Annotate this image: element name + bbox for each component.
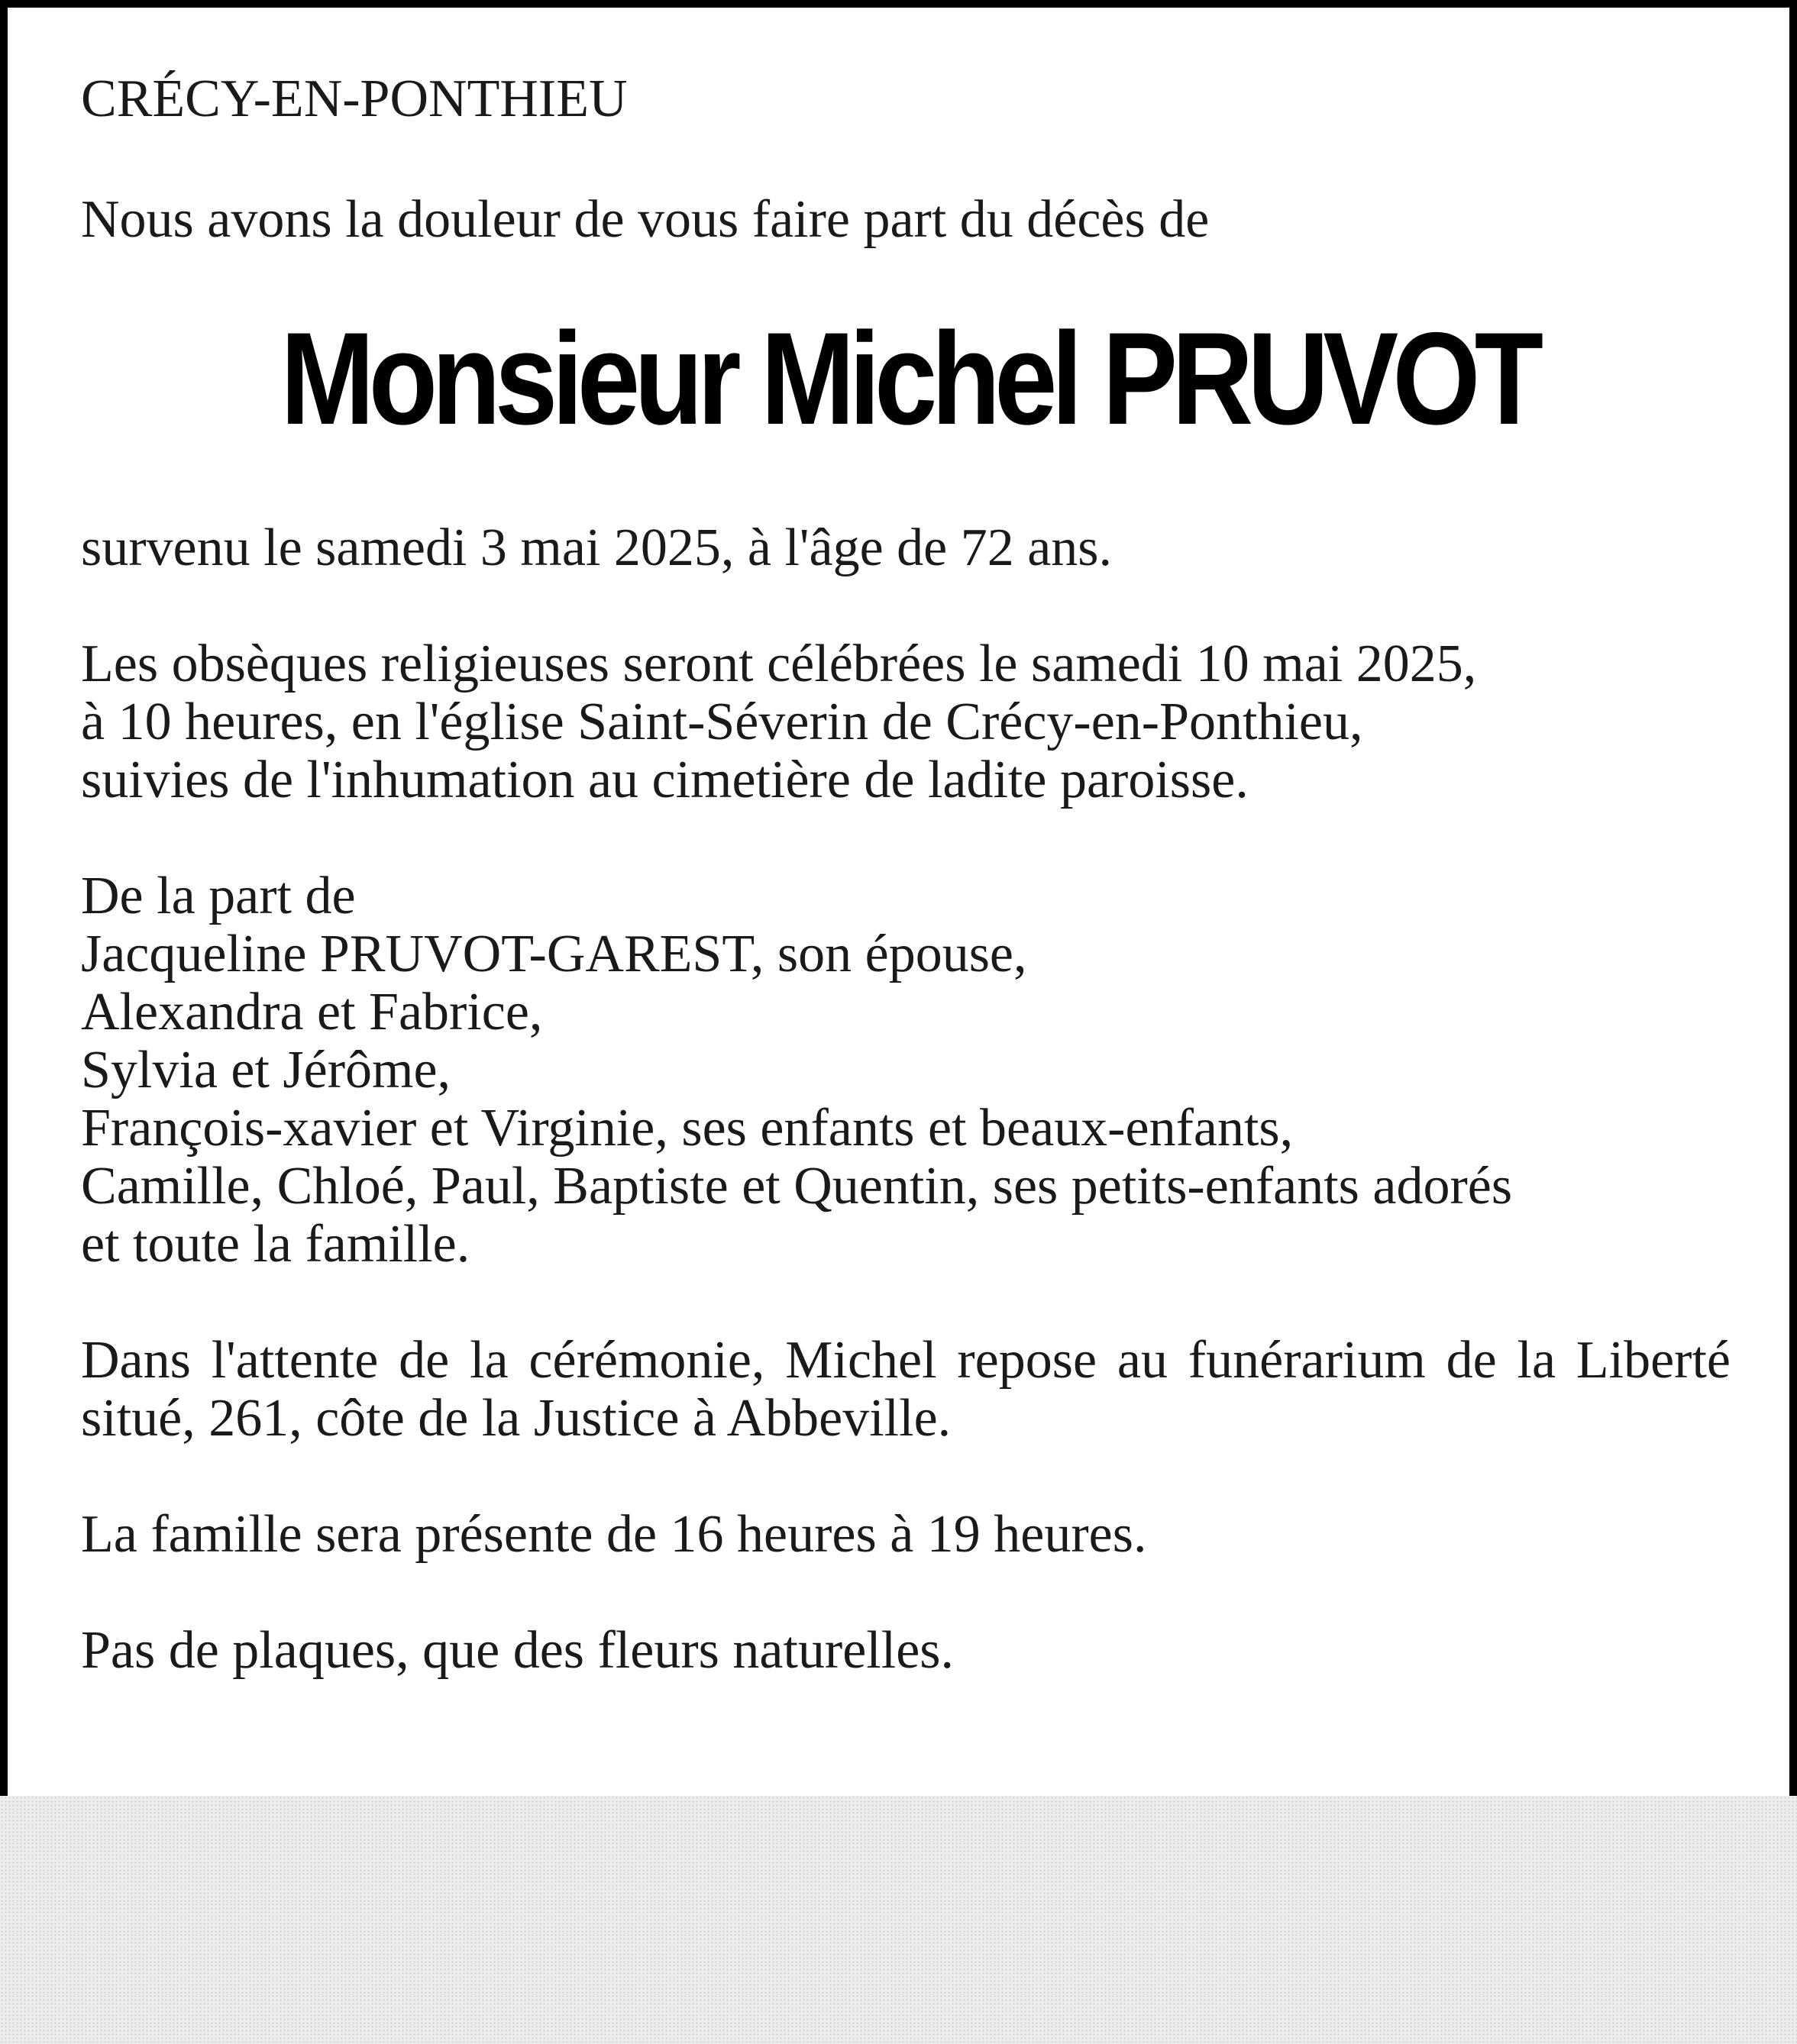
- dotted-overlay-band: [0, 1796, 1797, 2044]
- family-presence-text: La famille sera présente de 16 heures à 19 heures.: [81, 1505, 1147, 1564]
- flowers-text: Pas de plaques, que des fleurs naturelles.: [81, 1621, 955, 1680]
- family-line: Camille, Chloé, Paul, Baptiste et Quentin, ses petits-enfants adorés: [81, 1157, 1513, 1216]
- death-date-text: survenu le samedi 3 mai 2025, à l'âge de 72 ans.: [81, 518, 1113, 577]
- rest-location-text: Dans l'attente de la cérémonie, Michel repose au funérarium de la Liberté situé, 261, côte de la Justice à Abbeville.: [81, 1331, 1731, 1448]
- town-heading: CRÉCY-EN-PONTHIEU: [81, 69, 628, 128]
- family-line: Sylvia et Jérôme,: [81, 1041, 451, 1099]
- funeral-line: à 10 heures, en l'église Saint-Séverin de Crécy-en-Ponthieu,: [81, 693, 1363, 751]
- intro-text: Nous avons la douleur de vous faire part du décès de: [81, 190, 1210, 249]
- family-line: et toute la famille.: [81, 1215, 470, 1274]
- family-line: De la part de: [81, 867, 356, 925]
- family-line: Jacqueline PRUVOT-GAREST, son épouse,: [81, 925, 1027, 983]
- family-paragraph: [81, 867, 1731, 1274]
- family-line: Alexandra et Fabrice,: [81, 983, 543, 1041]
- obituary-content: [81, 70, 1731, 1680]
- family-line: François-xavier et Virginie, ses enfants et beaux-enfants,: [81, 1099, 1294, 1158]
- funeral-line: Les obsèques religieuses seront célébrées le samedi 10 mai 2025,: [81, 635, 1477, 693]
- funeral-line: suivies de l'inhumation au cimetière de ladite paroisse.: [81, 751, 1249, 809]
- deceased-name: Monsieur Michel PRUVOT: [280, 305, 1538, 452]
- funeral-paragraph: [81, 635, 1731, 809]
